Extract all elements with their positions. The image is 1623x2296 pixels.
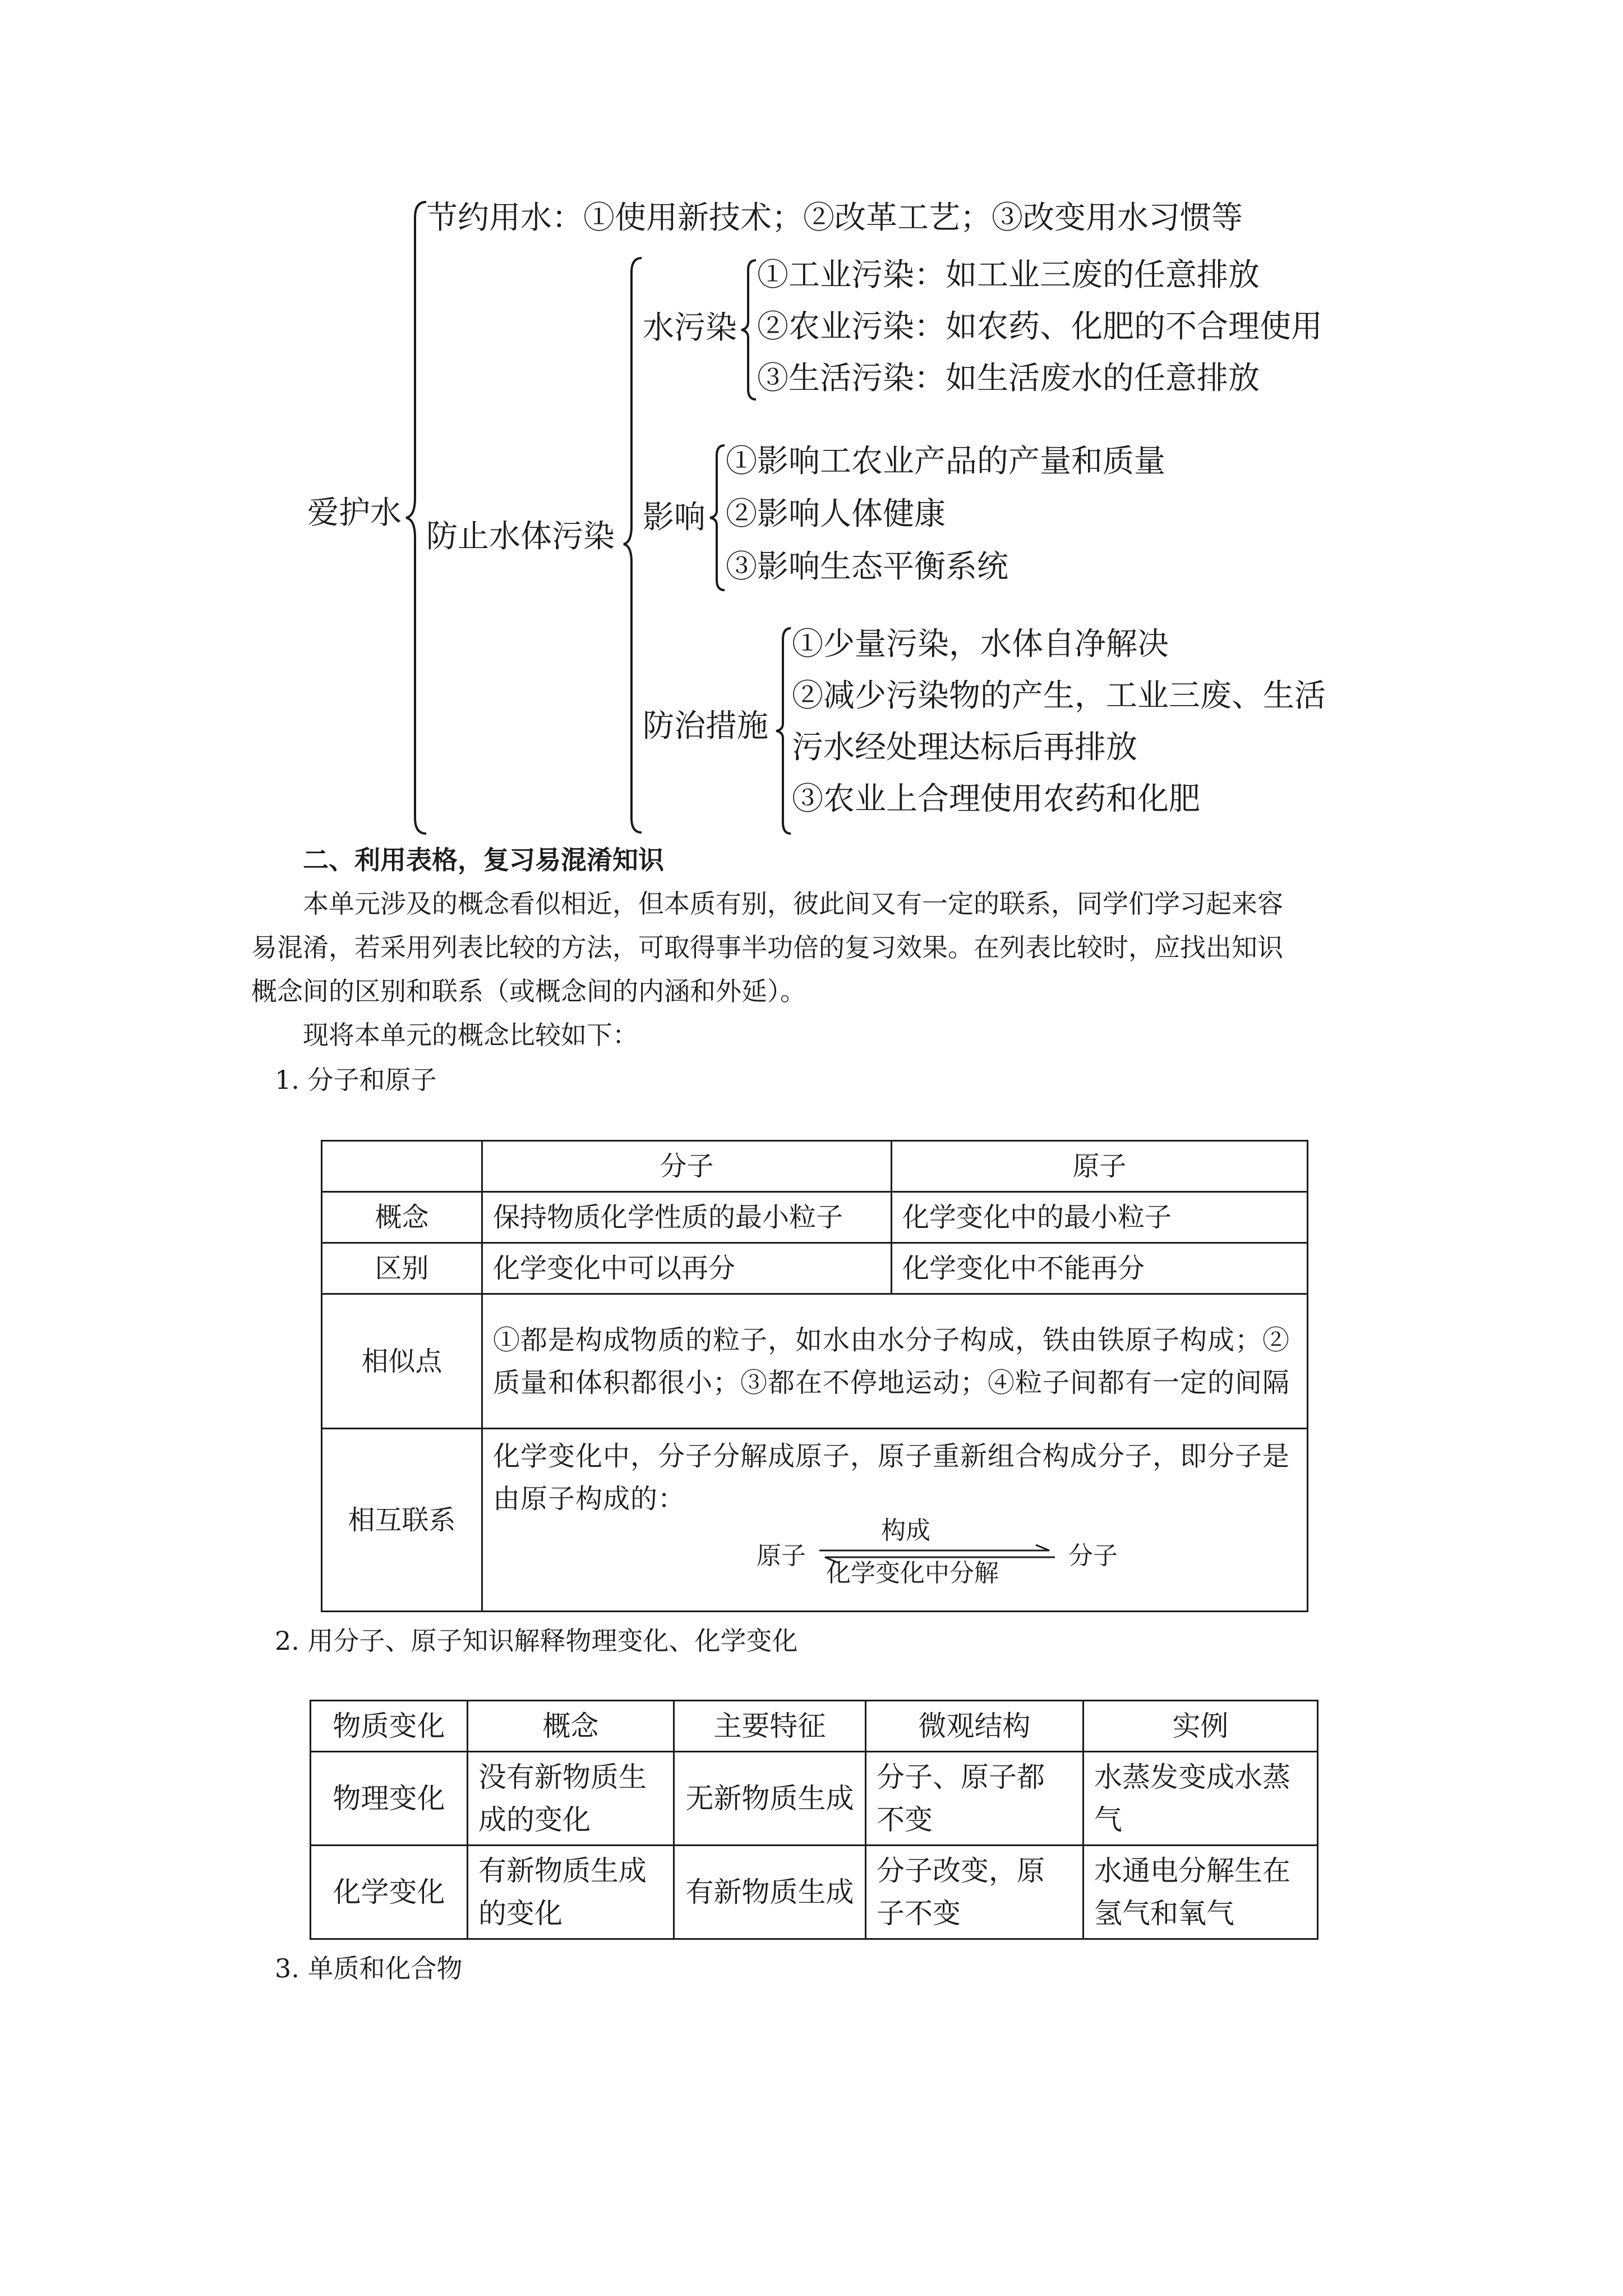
measures-item-2: ②减少污染物的产生，工业三废、生活 bbox=[792, 678, 1326, 714]
reaction-bottom-label: 化学变化中分解 bbox=[826, 1559, 999, 1588]
row-label: 区别 bbox=[322, 1243, 482, 1294]
table-header-cell: 概念 bbox=[468, 1701, 674, 1752]
reaction-top-label: 构成 bbox=[881, 1516, 930, 1545]
pollution-item-2: ②农业污染：如农药、化肥的不合理使用 bbox=[757, 309, 1322, 345]
pollution-item-1: ①工业污染：如工业三废的任意排放 bbox=[757, 257, 1260, 293]
table-cell: 保持物质化学性质的最小粒子 bbox=[482, 1192, 892, 1243]
table-cell bbox=[322, 1141, 482, 1192]
table-header-cell: 分子 bbox=[482, 1141, 892, 1192]
measures-label: 防治措施 bbox=[643, 708, 768, 744]
table-row bbox=[322, 1243, 1308, 1294]
table-cell: 化学变化中的最小粒子 bbox=[892, 1192, 1308, 1243]
table-row bbox=[322, 1192, 1308, 1243]
table-row bbox=[322, 1429, 1308, 1612]
table-row bbox=[322, 1141, 1308, 1192]
table-header-cell: 实例 bbox=[1083, 1701, 1318, 1752]
relation-cell bbox=[482, 1429, 1308, 1612]
table-row bbox=[311, 1846, 1318, 1939]
table-cell: 化学变化中不能再分 bbox=[892, 1243, 1308, 1294]
tree-root: 爱护水 bbox=[307, 495, 402, 531]
root-brace bbox=[404, 201, 437, 835]
table-row bbox=[322, 1294, 1308, 1429]
table-cell: 化学变化中可以再分 bbox=[482, 1243, 892, 1294]
table-header-cell: 主要特征 bbox=[674, 1701, 866, 1752]
list-item-1-heading: 1. 分子和原子 bbox=[275, 1065, 437, 1095]
water-pollution-label: 水污染 bbox=[643, 310, 737, 346]
impact-label: 影响 bbox=[643, 499, 706, 536]
section-heading: 二、利用表格，复习易混淆知识 bbox=[303, 845, 664, 875]
intro-paragraph-line-2: 易混淆，若采用列表比较的方法，可取得事半功倍的复习效果。在列表比较时，应找出知识 bbox=[251, 932, 1283, 963]
list-item-2-heading: 2. 用分子、原子知识解释物理变化、化学变化 bbox=[275, 1626, 798, 1656]
table-header-cell: 原子 bbox=[892, 1141, 1308, 1192]
intro-paragraph-line-3: 概念间的区别和联系（或概念间的内涵和外延）。 bbox=[251, 976, 806, 1006]
list-item-3-heading: 3. 单质和化合物 bbox=[275, 1953, 463, 1984]
measures-item-2-cont: 污水经处理达标后再排放 bbox=[792, 729, 1137, 766]
row-label: 相似点 bbox=[322, 1294, 482, 1429]
save-water-line: 节约用水：①使用新技术；②改革工艺；③改变用水习惯等 bbox=[426, 200, 1243, 236]
table-row bbox=[311, 1701, 1318, 1752]
relation-text: 化学变化中，分子分解成原子，原子重新组合构成分子，即分子是由原子构成的： bbox=[493, 1441, 1290, 1515]
table-cell: 无新物质生成 bbox=[674, 1752, 866, 1846]
intro-paragraph-line-1: 本单元涉及的概念看似相近，但本质有别，彼此间又有一定的联系，同学们学习起来容 bbox=[303, 889, 1283, 919]
impact-item-3: ③影响生态平衡系统 bbox=[726, 549, 1008, 585]
measures-item-3: ③农业上合理使用农药和化肥 bbox=[792, 781, 1200, 817]
molecule-atom-table bbox=[321, 1140, 1308, 1612]
impact-item-2: ②影响人体健康 bbox=[726, 496, 946, 532]
table-row bbox=[311, 1752, 1318, 1846]
table-cell: 分子改变，原子不变 bbox=[866, 1846, 1083, 1939]
table-cell: 水通电分解生在氢气和氧气 bbox=[1083, 1846, 1318, 1939]
table-header-cell: 微观结构 bbox=[866, 1701, 1083, 1752]
prevent-pollution-label: 防止水体污染 bbox=[426, 518, 615, 555]
row-label: 化学变化 bbox=[311, 1846, 468, 1939]
row-label: 相互联系 bbox=[322, 1429, 482, 1612]
table-cell: 分子、原子都不变 bbox=[866, 1752, 1083, 1846]
reaction-left: 原子 bbox=[757, 1542, 806, 1570]
row-label: 物理变化 bbox=[311, 1752, 468, 1846]
table-cell: 有新物质生成 bbox=[674, 1846, 866, 1939]
pollution-item-3: ③生活污染：如生活废水的任意排放 bbox=[757, 360, 1260, 397]
reaction-right: 分子 bbox=[1068, 1542, 1118, 1570]
table-cell: ①都是构成物质的粒子，如水由水分子构成，铁由铁原子构成；②质量和体积都很小；③都在不停地运动；④粒子间都有一定的间隔 bbox=[482, 1294, 1308, 1429]
reaction-diagram bbox=[757, 1516, 1297, 1590]
change-comparison-table bbox=[310, 1700, 1318, 1940]
table-cell: 没有新物质生成的变化 bbox=[468, 1752, 674, 1846]
table-cell: 水蒸发变成水蒸气 bbox=[1083, 1752, 1318, 1846]
comparison-intro: 现将本单元的概念比较如下： bbox=[303, 1020, 638, 1050]
impact-item-1: ①影响工农业产品的产量和质量 bbox=[726, 443, 1165, 480]
reaction-arrows bbox=[814, 1516, 1061, 1590]
table-header-cell: 物质变化 bbox=[311, 1701, 468, 1752]
measures-item-1: ①少量污染，水体自净解决 bbox=[792, 626, 1169, 662]
table-cell: 有新物质生成的变化 bbox=[468, 1846, 674, 1939]
row-label: 概念 bbox=[322, 1192, 482, 1243]
